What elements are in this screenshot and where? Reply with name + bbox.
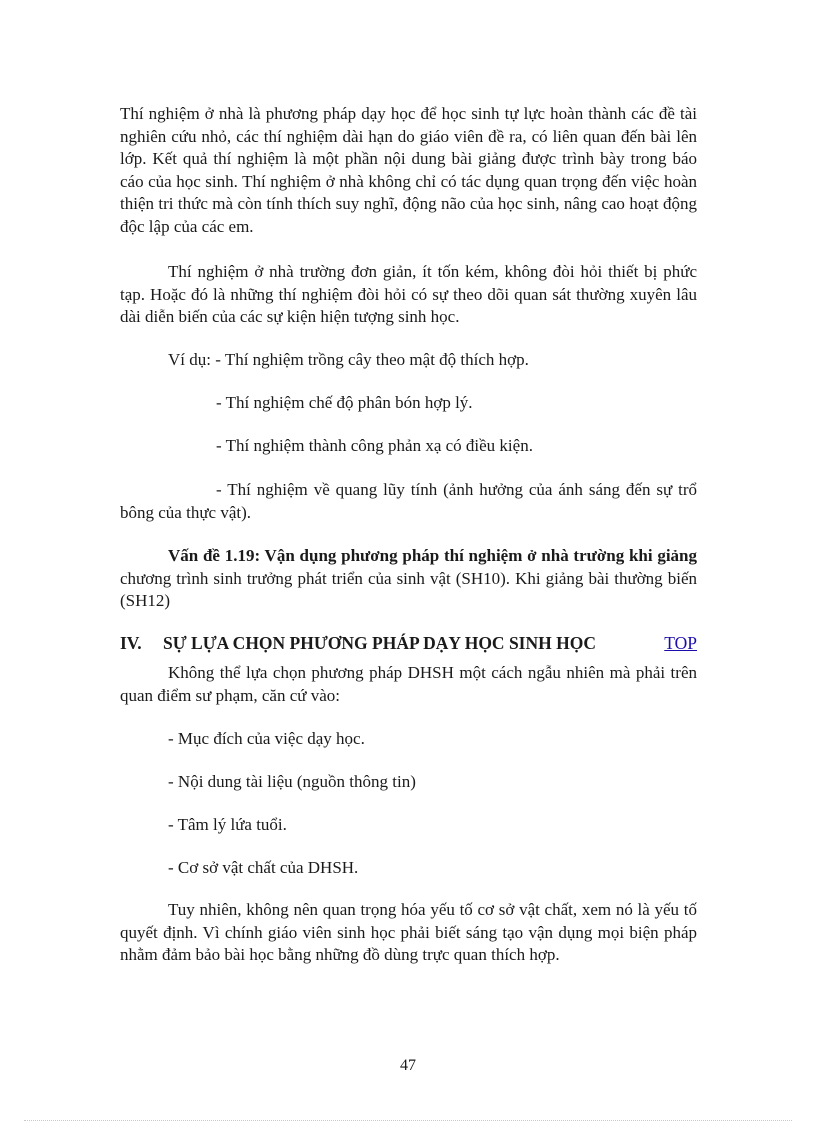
section-heading [120, 631, 697, 655]
criteria-item: - Tâm lý lứa tuổi. [168, 815, 287, 834]
criteria-item: - Mục đích của việc dạy học. [168, 729, 365, 748]
criteria-item: - Cơ sở vật chất của DHSH. [168, 858, 359, 877]
page-number: 47 [400, 1057, 416, 1074]
top-link[interactable]: TOP [664, 633, 697, 653]
example-item: - Thí nghiệm thành công phản xạ có điều kiện. [216, 436, 533, 455]
paragraph-school-experiment: Thí nghiệm ở nhà trường đơn giản, ít tốn kém, không đòi hỏi thiết bị phức tạp. Hoặc đó là những thí nghiệm đòi hỏi có sự theo dõi quan sát thường xuyên lâu dài diễn biến của các sự kiện hiện tượng sinh học. [120, 262, 697, 326]
paragraph-home-experiment: Thí nghiệm ở nhà là phương pháp dạy học để học sinh tự lực hoàn thành các đề tài nghiên cứu nhỏ, các thí nghiệm dài hạn do giáo viên đề ra, có liên quan đến bài lên lớp. Kết quả thí nghiệm là một phần nội dung bài giảng được trình bày trong báo cáo của học sinh. Thí nghiệm ở nhà không chỉ có tác dụng quan trọng đến việc hoàn thiện tri thức mà còn tính thích suy nghĩ, động não của học sinh, nâng cao hoạt động độc lập của các em. [120, 104, 697, 236]
example-item: - Thí nghiệm về quang lũy tính (ảnh hưởng của ánh sáng đến sự trổ bông của thực vật). [120, 480, 697, 522]
example-item: - Thí nghiệm chế độ phân bón hợp lý. [216, 393, 473, 412]
paragraph-choice: Không thể lựa chọn phương pháp DHSH một cách ngẫu nhiên mà phải trên quan điểm sư phạm, căn cứ vào: [120, 663, 697, 705]
criteria-item: - Nội dung tài liệu (nguồn thông tin) [168, 772, 416, 791]
issue-heading: Vấn đề 1.19: Vận dụng phương pháp thí nghiệm ở nhà trường khi giảng [168, 546, 697, 565]
example-intro: Ví dụ: - Thí nghiệm trồng cây theo mật độ thích hợp. [168, 350, 529, 369]
paragraph-conclusion: Tuy nhiên, không nên quan trọng hóa yếu tố cơ sở vật chất, xem nó là yếu tố quyết định. Vì chính giáo viên sinh học phải biết sáng tạo vận dụng mọi biện pháp nhằm đảm bảo bài học bằng những đồ dùng trực quan thích hợp. [120, 900, 697, 964]
section-title: SỰ LỰA CHỌN PHƯƠNG PHÁP DẠY HỌC SINH HỌC [163, 633, 596, 653]
issue-paragraph [120, 545, 697, 613]
section-number: IV. [120, 633, 142, 653]
issue-text: chương trình sinh trưởng phát triển của sinh vật (SH10). Khi giảng bài thường biến (SH12) [120, 568, 697, 610]
page-bottom-divider [24, 1120, 792, 1121]
